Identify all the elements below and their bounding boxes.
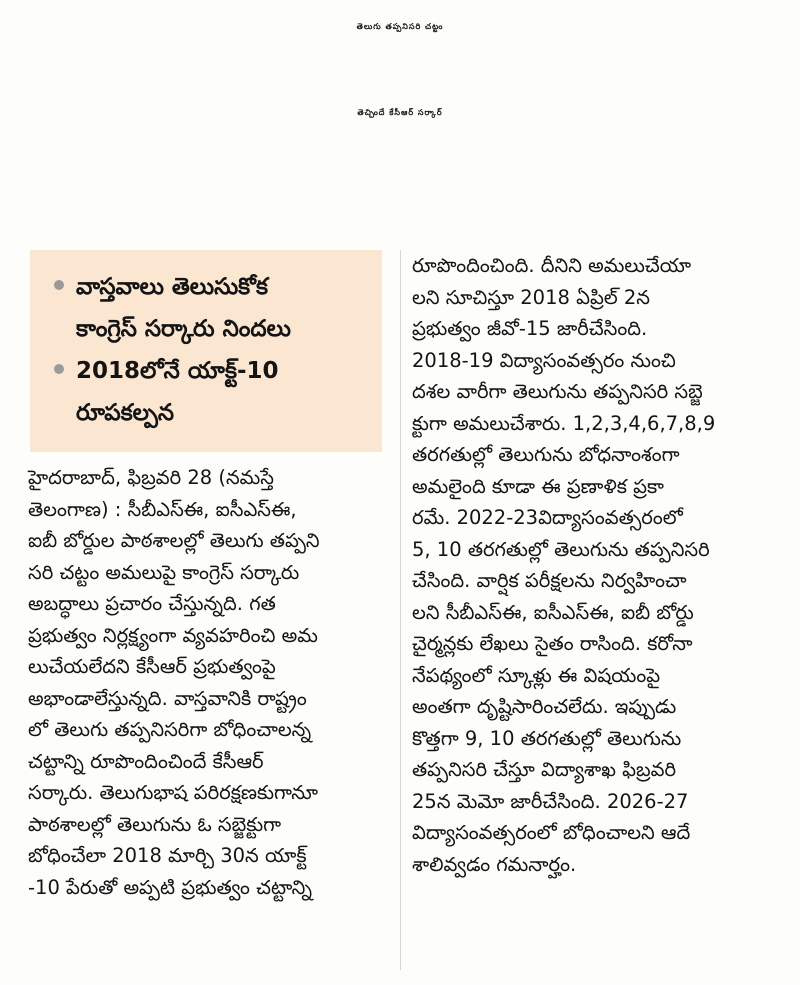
article-line: రూపొందించింది. దీనిని అమలుచేయా — [412, 254, 692, 277]
article-line: లని సీబీఎస్ఈ, ఐసీఎస్ఈ, ఐబీ బోర్డు — [412, 600, 694, 624]
article-line: -10 పేరుతో అప్పటి ప్రభుత్వం చట్టాన్ని — [28, 875, 312, 899]
article-line: బోధించేలా 2018 మార్చి 30న యాక్ట్ — [28, 844, 307, 867]
article-line: తరగతుల్లో తెలుగును బోధనాంశంగా — [412, 443, 680, 466]
article-line: దశల వారీగా తెలుగును తప్పనిసరి సబ్జె — [412, 380, 703, 403]
highlights-box — [30, 250, 382, 452]
headline-line-1: తెలుగు తప్పనిసరి చట్టం — [356, 22, 444, 31]
article-line: చేసింది. వార్షిక పరీక్షలను నిర్వహించా — [412, 569, 687, 592]
article-line: ప్రభుత్వం జీవో-15 జారీచేసింది. — [412, 317, 648, 340]
article-line: అబద్ధాలు ప్రచారం చేస్తున్నది. గత — [28, 592, 276, 615]
highlight-text: వాస్తవాలు తెలుసుకోక కాంగ్రెస్ సర్కారు నిందలు — [76, 274, 291, 342]
article-line: లుచేయలేదని కేసీఆర్ ప్రభుత్వంపై — [28, 655, 276, 678]
article-line: లని సూచిస్తూ 2018 ఏప్రిల్ 2న — [412, 285, 650, 309]
highlight-text: 2018లోనే యాక్ట్-10 రూపకల్పన — [76, 358, 279, 426]
highlight-item — [54, 266, 372, 350]
highlight-item — [54, 350, 372, 434]
article-line: సరి చట్టం అమలుపై కాంగ్రెస్ సర్కారు — [28, 560, 300, 584]
article-line: చట్టాన్ని రూపొందించిందే కేసీఆర్ — [28, 749, 264, 773]
article-line: ఐబీ బోర్డుల పాఠశాలల్లో తెలుగు తప్పని — [28, 529, 320, 552]
article-line: చైర్మన్లకు లేఖలు సైతం రాసింది. కరోనా — [412, 632, 693, 655]
article-line: ప్రభుత్వం నిర్లక్ష్యంగా వ్యవహరించి అమ — [28, 623, 318, 647]
article-line: 5, 10 తరగతుల్లో తెలుగును తప్పనిసరి — [412, 537, 710, 561]
article-line: రమే. 2022-23విద్యాసంవత్సరంలో — [412, 506, 683, 529]
article-line: అభాండాలేస్తున్నది. వాస్తవానికి రాష్ట్రం — [28, 686, 307, 710]
article-line: 2018-19 విద్యాసంవత్సరం నుంచి — [412, 348, 676, 372]
bullet-icon — [54, 364, 64, 374]
article-line: సర్కారు. తెలుగుభాష పరిరక్షణకుగానూ — [28, 781, 319, 804]
article-line: తెలంగాణ) : సీబీఎస్ఈ, ఐసీఎస్ఈ, — [28, 497, 297, 521]
headline-line-2: తెచ్చిందే కేసీఆర్ సర్కార్ — [357, 108, 443, 117]
article-line: 25న మెమో జారీచేసింది. 2026-27 — [412, 789, 689, 813]
article-column-right — [412, 250, 784, 880]
article-line: నేపథ్యంలో స్కూళ్లు ఈ విషయంపై — [412, 663, 661, 687]
article-line: క్టుగా అమలుచేశారు. 1,2,3,4,6,7,8,9 — [412, 411, 716, 435]
article-line: శాలివ్వడం గమనార్హం. — [412, 852, 577, 876]
bullet-icon — [54, 280, 64, 290]
article-line: విద్యాసంవత్సరంలో బోధించాలని ఆదే — [412, 821, 691, 844]
article-line: హైదరాబాద్, ఫిబ్రవరి 28 (నమస్తే — [28, 466, 274, 489]
article-line: లో తెలుగు తప్పనిసరిగా బోధించాలన్న — [28, 718, 312, 741]
article-line: అంతగా దృష్టిసారించలేదు. ఇప్పుడు — [412, 695, 677, 718]
article-line: పాఠశాలల్లో తెలుగును ఓ సబ్జెక్టుగా — [28, 812, 282, 836]
article-column-left — [28, 462, 388, 903]
article-line: అమలైంది కూడా ఈ ప్రణాళిక ప్రకా — [412, 474, 664, 498]
article-line: తప్పనిసరి చేస్తూ విద్యాశాఖ ఫిబ్రవరి — [412, 758, 677, 781]
article-line: కొత్తగా 9, 10 తరగతుల్లో తెలుగును — [412, 726, 682, 750]
column-divider — [400, 250, 401, 970]
